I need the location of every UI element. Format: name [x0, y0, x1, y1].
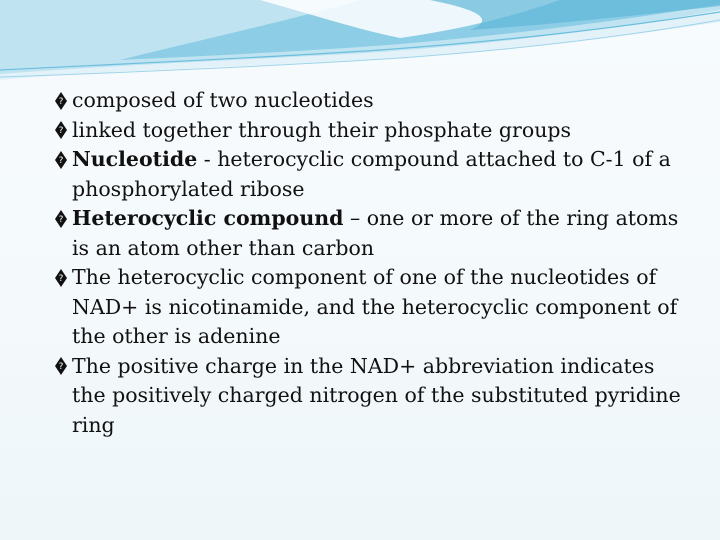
bullet-item	[52, 352, 692, 441]
bullet-text: The positive charge in the NAD+ abbreviation indicates the positively charged nitrogen of the substituted pyridine ring	[72, 353, 681, 437]
bullet-term: Heterocyclic compound	[72, 206, 344, 230]
bullet-term: Nucleotide	[72, 147, 198, 171]
bullet-item	[52, 263, 692, 352]
missing-glyph-icon	[52, 263, 70, 293]
bullet-item	[52, 204, 692, 263]
missing-glyph-icon	[52, 204, 70, 234]
svg-text:?: ?	[58, 126, 64, 137]
bullet-text: linked together through their phosphate groups	[72, 117, 572, 142]
missing-glyph-icon	[52, 352, 70, 382]
bullet-text: composed of two nucleotides	[72, 88, 374, 112]
svg-text:?: ?	[58, 362, 64, 373]
bullet-list	[52, 86, 692, 440]
missing-glyph-icon	[52, 116, 70, 146]
bullet-text: The heterocyclic component of one of the nucleotides of NAD+ is nicotinamide, and the heterocyclic component of the other is adenine	[72, 265, 678, 348]
svg-text:?: ?	[58, 214, 64, 225]
svg-text:?: ?	[58, 155, 64, 166]
bullet-item	[52, 145, 692, 204]
bullet-item	[52, 86, 692, 116]
bullet-text: – one or more of the ring atoms is an atom other than carbon	[72, 206, 679, 260]
svg-text:?: ?	[58, 96, 64, 107]
svg-text:?: ?	[58, 273, 64, 284]
bullet-text: - heterocyclic compound attached to C-1 of a phosphorylated ribose	[72, 147, 671, 201]
missing-glyph-icon	[52, 86, 70, 116]
wave-header-decoration	[0, 0, 720, 90]
bullet-item	[52, 116, 692, 146]
missing-glyph-icon	[52, 145, 70, 175]
